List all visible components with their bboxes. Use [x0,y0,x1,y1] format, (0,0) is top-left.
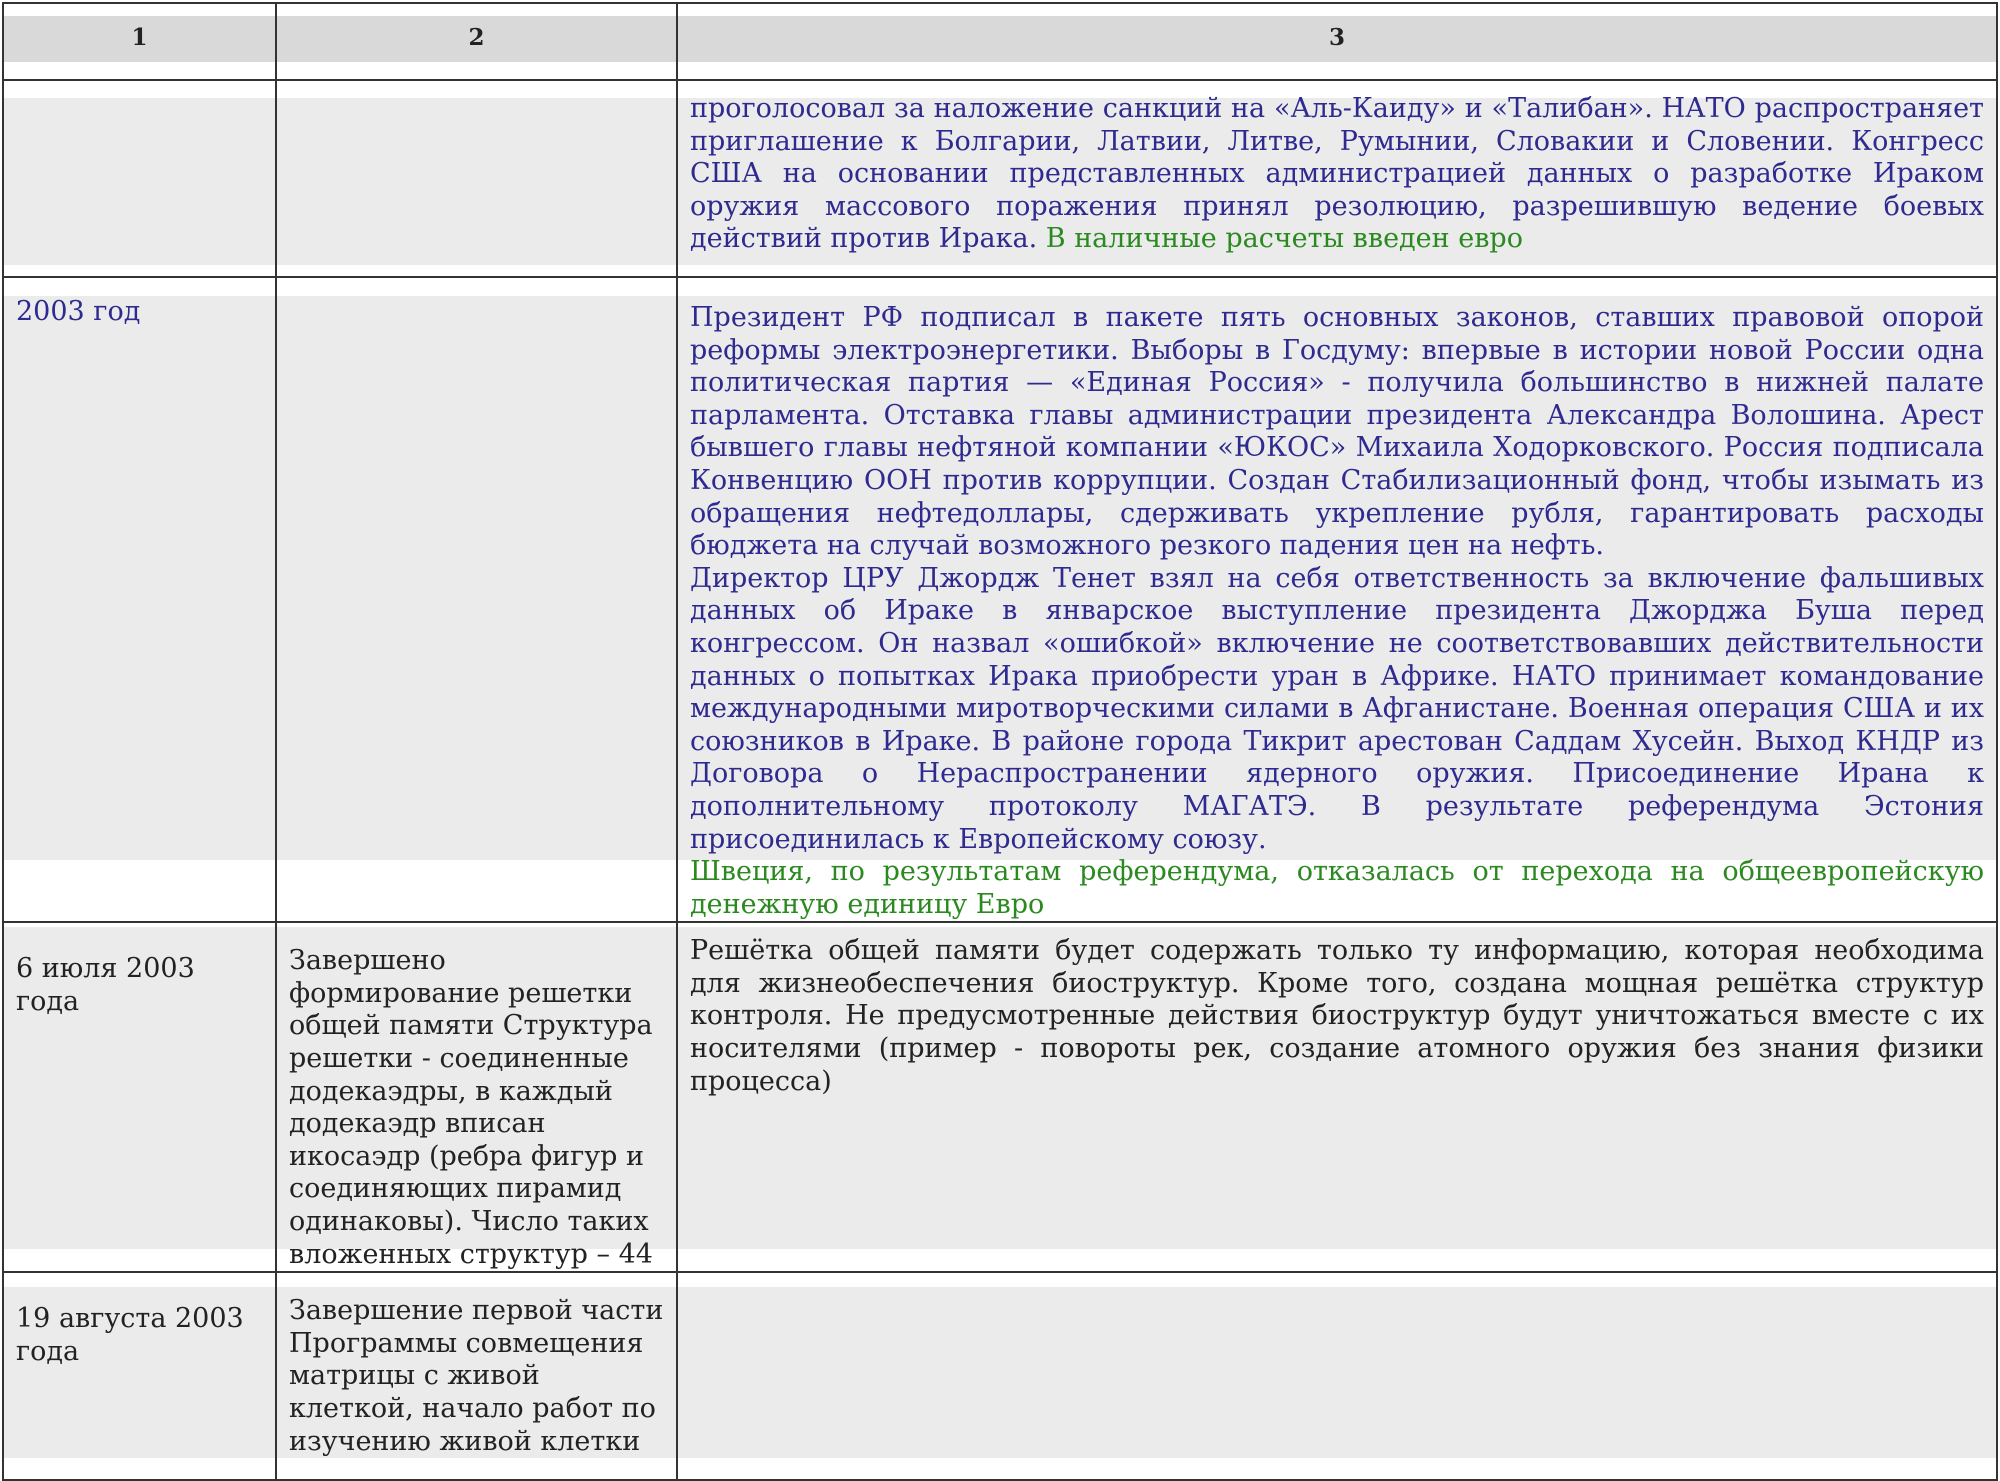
table-row [3,277,1997,922]
world-events-text: проголосовал за наложение санкций на «Аль-Каиду» и «Талибан». НАТО распространяет приглашение к Болгарии, Латвии, Литве, Румынии, Словакии и Словении. Конгресс США на основании представленных администрацией данных о разработке Ираком оружия массового поражения принял резолюцию, разрешившую ведение боевых действий против Ирака. [690,93,1984,255]
chronology-table [2,2,1998,1481]
event-cell [276,277,677,922]
date-cell [3,1272,276,1480]
date-text: 2003 год [16,296,141,327]
currency-note-text: В наличные расчеты введен евро [1045,223,1523,255]
world-events-text: Директор ЦРУ Джордж Тенет взял на себя ответственность за включение фальшивых данных об Ираке в январское выступление президента Джорджа Буша перед конгрессом. Он назвал «ошибкой» включение не соответствовавших действительности данных о попытках Ирака приобрести уран в Африке. НАТО принимает командование международными миротворческими силами в Афганистане. Военная операция США и их союзников в Ираке. В районе города Тикрит арестован Саддам Хусейн. Выход КНДР из Договора о Нераспространении ядерного оружия. Присоединение Ирана к дополнительному протоколу МАГАТЭ. В результате референдума Эстония присоединилась к Европейскому союзу. [690,562,1984,855]
date-cell [3,80,276,277]
event-cell [276,1272,677,1480]
date-text [4,81,275,98]
header-cell-1 [3,3,276,80]
date-cell [3,922,276,1272]
table-header-row [3,3,1997,80]
header-label-3: 3 [1328,24,1345,51]
header-label-2: 2 [468,24,485,51]
world-events-cell [677,277,1997,922]
comment-text: Решётка общей памяти будет содержать только ту информацию, которая необходима для жизнеобеспечения биоструктур. Кроме того, создана мощная решётка структур контроля. Не предусмотренные действия биоструктур будут уничтожаться вместе с их носителями (пример - повороты рек, создание атомного оружия без знания физики процесса) [690,935,1984,1097]
comment-cell [677,922,1997,1272]
header-cell-2 [276,3,677,80]
russia-events-text: Президент РФ подписал в пакете пять основных законов, ставших правовой опорой реформы электроэнергетики. Выборы в Госдуму: впервые в истории новой России одна политическая партия — «Единая Россия» - получила большинство в нижней палате парламента. Отставка главы администрации президента Александра Волошина. Арест бывшего главы нефтяной компании «ЮКОС» Михаила Ходорковского. Россия подписала Конвенцию ООН против коррупции. Создан Стабилизационный фонд, чтобы изымать из обращения нефтедоллары, сдерживать укрепление рубля, гарантировать расходы бюджета на случай возможного резкого падения цен на нефть. [690,302,1984,562]
event-text [277,81,676,98]
event-cell [276,922,677,1272]
table-row [3,80,1997,277]
table-row [3,922,1997,1272]
header-label-1: 1 [131,24,148,51]
date-text: 6 июля 2003 года [16,953,195,1017]
event-cell [276,80,677,277]
world-events-cell [677,80,1997,277]
event-text: Завершение первой части Программы совмещения матрицы с живой клеткой, начало работ по изучению живой клетки [289,1295,664,1457]
date-text: 19 августа 2003 года [16,1303,244,1367]
comment-text [678,1273,1996,1295]
event-text: Завершено формирование решетки общей памяти Структура решетки - соединенные додекаэдры, в каждый додекаэдр вписан икосаэдр (ребра фигур и соединяющих пирамид одинаковы). Число таких вложенных структур – 44 [289,945,653,1270]
header-cell-3 [677,3,1997,80]
table-row [3,1272,1997,1480]
date-cell [3,277,276,922]
comment-cell [677,1272,1997,1480]
currency-note-text: Швеция, по результатам референдума, отказалась от перехода на общеевропейскую денежную единицу Евро [690,856,1984,920]
event-text [277,278,676,296]
